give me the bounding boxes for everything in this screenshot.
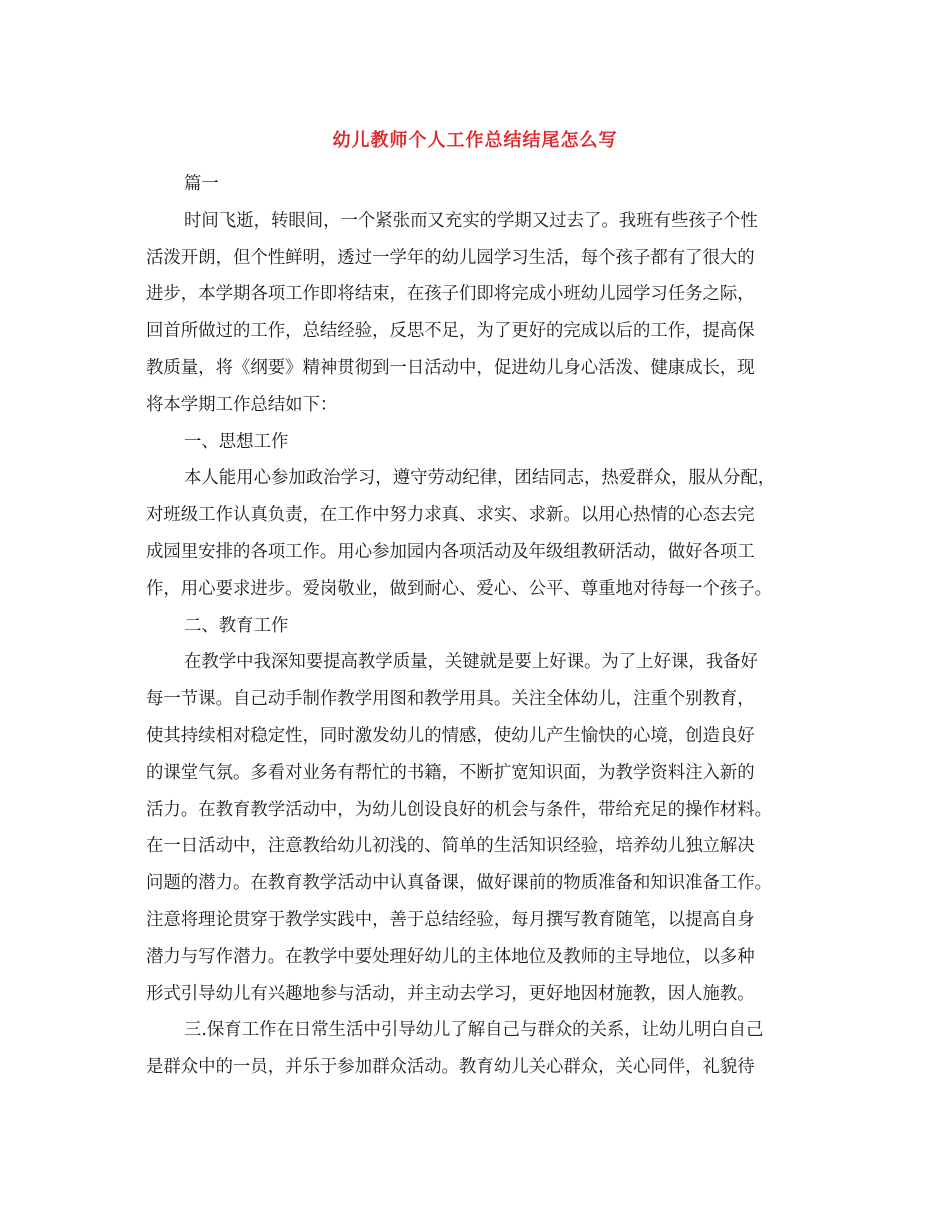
text-line: 在教学中我深知要提高教学质量，关键就是要上好课。为了上好课，我备好 — [184, 652, 758, 673]
text-line: 在一日活动中，注意教给幼儿初浅的、简单的生活知识经验，培养幼儿独立解决 — [146, 836, 755, 857]
text-line: 潜力与写作潜力。在教学中要处理好幼儿的主体地位及教师的主导地位，以多种 — [146, 946, 755, 967]
text-line: 的课堂气氛。多看对业务有帮忙的书籍，不断扩宽知识面，为教学资料注入新的 — [146, 762, 755, 783]
text-line: 二、教育工作 — [184, 615, 289, 636]
text-line: 作，用心要求进步。爱岗敬业，做到耐心、爱心、公平、尊重地对待每一个孩子。 — [146, 578, 773, 599]
text-line: 每一节课。自己动手制作教学用图和教学用具。关注全体幼儿，注重个别教育， — [146, 689, 755, 710]
text-line: 教质量，将《纲要》精神贯彻到一日活动中，促进幼儿身心活泼、健康成长，现 — [146, 357, 755, 378]
document-title: 幼儿教师个人工作总结结尾怎么写 — [332, 130, 618, 151]
text-line: 活泼开朗，但个性鲜明，透过一学年的幼儿园学习生活，每个孩子都有了很大的 — [146, 247, 755, 268]
document-body — [146, 166, 810, 1086]
text-line: 时间飞逝，转眼间，一个紧张而又充实的学期又过去了。我班有些孩子个性 — [184, 210, 758, 231]
text-line: 活力。在教育教学活动中，为幼儿创设良好的机会与条件，带给充足的操作材料。 — [146, 799, 773, 820]
text-line: 三.保育工作在日常生活中引导幼儿了解自己与群众的关系，让幼儿明白自己 — [184, 1020, 764, 1041]
text-line: 本人能用心参加政治学习，遵守劳动纪律，团结同志，热爱群众，服从分配， — [184, 468, 776, 489]
text-line: 使其持续相对稳定性，同时激发幼儿的情感，使幼儿产生愉快的心境，创造良好 — [146, 725, 755, 746]
text-line: 篇一 — [184, 174, 219, 194]
text-line: 将本学期工作总结如下： — [146, 394, 338, 415]
text-line: 注意将理论贯穿于教学实践中，善于总结经验，每月撰写教育随笔，以提高自身 — [146, 909, 755, 930]
text-line: 一、思想工作 — [184, 431, 289, 452]
text-line: 回首所做过的工作，总结经验，反思不足，为了更好的完成以后的工作，提高保 — [146, 321, 755, 342]
text-line: 进步，本学期各项工作即将结束，在孩子们即将完成小班幼儿园学习任务之际， — [146, 284, 755, 305]
text-line: 形式引导幼儿有兴趣地参与活动，并主动去学习，更好地因材施教，因人施教。 — [146, 983, 755, 1004]
text-line: 成园里安排的各项工作。用心参加园内各项活动及年级组教研活动，做好各项工 — [146, 541, 755, 562]
text-line: 是群众中的一员，并乐于参加群众活动。教育幼儿关心群众，关心同伴，礼貌待 — [146, 1057, 755, 1078]
text-line: 问题的潜力。在教育教学活动中认真备课，做好课前的物质准备和知识准备工作。 — [146, 873, 773, 894]
text-line: 对班级工作认真负责，在工作中努力求真、求实、求新。以用心热情的心态去完 — [146, 505, 755, 526]
